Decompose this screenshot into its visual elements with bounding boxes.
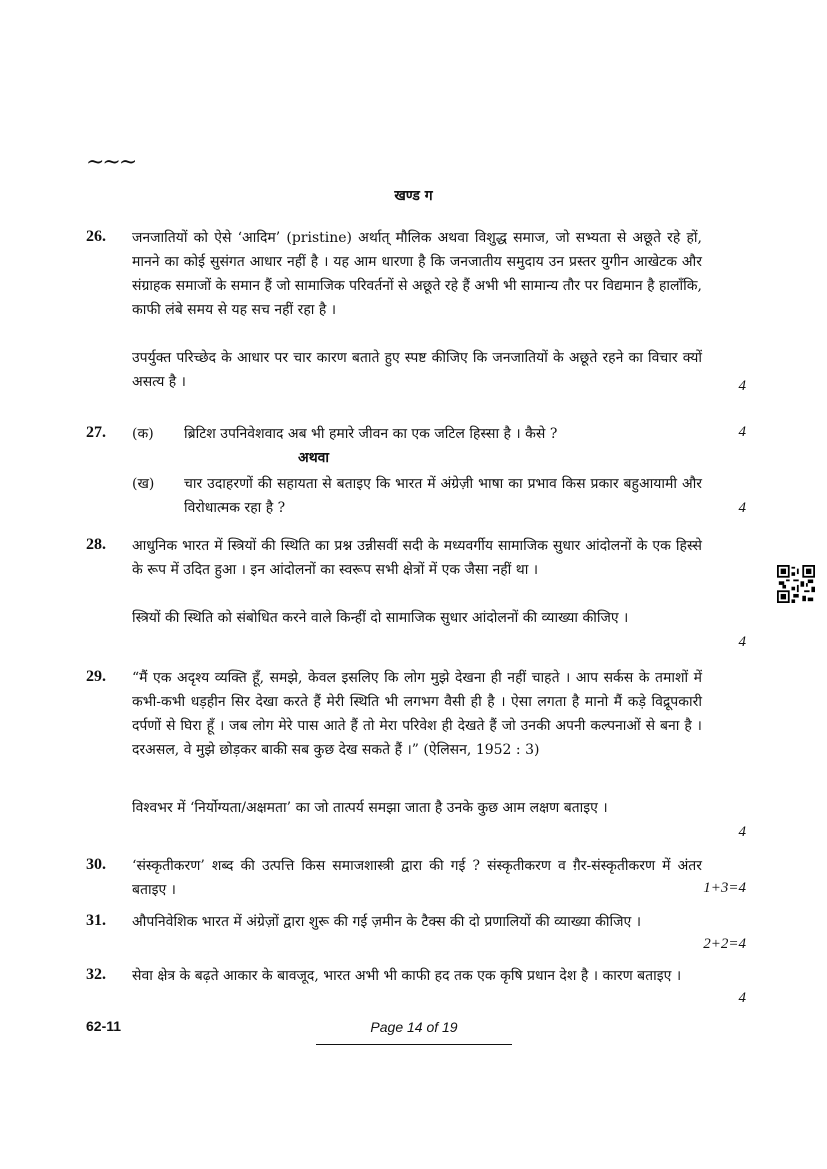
part-a-label: (क) [132,426,154,442]
question-number: 26. [86,228,106,245]
question-instruction: उपर्युक्त परिच्छेद के आधार पर चार कारण बताते हुए स्पष्ट कीजिए कि जनजातियों के अछूते रहने का विचार क्यों असत्य है । [132,350,702,390]
question-number: 29. [86,668,106,685]
question-text: ‘संस्कृतीकरण’ शब्द की उत्पत्ति किस समाजशास्त्री द्वारा की गई ? संस्कृतीकरण व ग़ैर-संस्कृतीकरण में अंतर बताइए । [132,858,702,898]
question-text: आधुनिक भारत में स्त्रियों की स्थिति का प्रश्न उन्नीसवीं सदी के मध्यवर्गीय सामाजिक सुधार आंदोलनों के एक हिस्से के रूप में उदित हुआ । इन आंदोलनों का स्वरूप सभी क्षेत्रों में एक जैसा नहीं था । [132,538,702,578]
or-label: अथवा [298,450,330,466]
marks: 2+2=4 [703,936,746,952]
part-b-text: चार उदाहरणों की सहायता से बताइए कि भारत में अंग्रेज़ी भाषा का प्रभाव किस प्रकार बहुआयामी और विरोधात्मक रहा है ? [184,476,702,516]
section-title: खण्ड ग [394,188,433,204]
question-number: 32. [86,966,106,983]
page-number: Page 14 of 19 [370,1019,458,1035]
marks: 4 [738,378,746,394]
question-instruction: स्त्रियों की स्थिति को संबोधित करने वाले किन्हीं दो सामाजिक सुधार आंदोलनों की व्याख्या कीजिए । [132,610,629,626]
marks: 4 [738,824,746,840]
qr-code-icon [777,565,815,603]
part-b-label: (ख) [132,476,155,492]
question-text: औपनिवेशिक भारत में अंग्रेज़ों द्वारा शुरू की गई ज़मीन के टैक्स की दो प्रणालियों की व्याख्या कीजिए । [132,914,641,930]
ornament: ~~~ [86,150,136,175]
marks: 4 [738,634,746,650]
question-number: 30. [86,856,106,873]
question-text: जनजातियों को ऐसे ‘आदिम’ (pristine) अर्थात् मौलिक अथवा विशुद्ध समाज, जो सभ्यता से अछूते रहे हों, मानने का कोई सुसंगत आधार नहीं है । यह आम धारणा है कि जनजातीय समुदाय उन प्रस्तर युगीन आखेटक और संग्राहक समाजों के समान हैं जो सामाजिक परिवर्तनों से अछूते रहे हैं अभी भी सामान्य तौर पर विद्यमान है हालाँकि, काफी लंबे समय से यह सच नहीं रहा है । [132,230,702,318]
marks: 4 [738,990,746,1006]
question-instruction: विश्वभर में ‘निर्योग्यता/अक्षमता’ का जो तात्पर्य समझा जाता है उनके कुछ आम लक्षण बताइए । [132,800,608,816]
part-a-text: ब्रिटिश उपनिवेशवाद अब भी हमारे जीवन का एक जटिल हिस्सा है । कैसे ? [184,426,558,442]
question-number: 31. [86,912,106,929]
question-number: 27. [86,424,106,441]
footer-rule [316,1044,512,1045]
question-number: 28. [86,536,106,553]
question-text: “मैं एक अदृश्य व्यक्ति हूँ, समझे, केवल इसलिए कि लोग मुझे देखना ही नहीं चाहते । आप सर्कस के तमाशों में कभी-कभी धड़हीन सिर देखा करते हैं मेरी स्थिति भी लगभग वैसी ही है । ऐसा लगता है मानो मैं कड़े विद्रूपकारी दर्पणों से घिरा हूँ । जब लोग मेरे पास आते हैं तो मेरा परिवेश ही देखते हैं जो उनकी अपनी कल्पनाओं से बना है । दरअसल, वे मुझे छोड़कर बाकी सब कुछ देख सकते हैं ।” (ऐलिसन, 1952 : 3) [132,670,702,758]
marks: 4 [738,424,746,440]
paper-code: 62-11 [86,1018,122,1034]
question-text: सेवा क्षेत्र के बढ़ते आकार के बावजूद, भारत अभी भी काफी हद तक एक कृषि प्रधान देश है । कारण बताइए । [132,968,682,984]
marks: 1+3=4 [703,880,746,896]
marks: 4 [738,500,746,516]
